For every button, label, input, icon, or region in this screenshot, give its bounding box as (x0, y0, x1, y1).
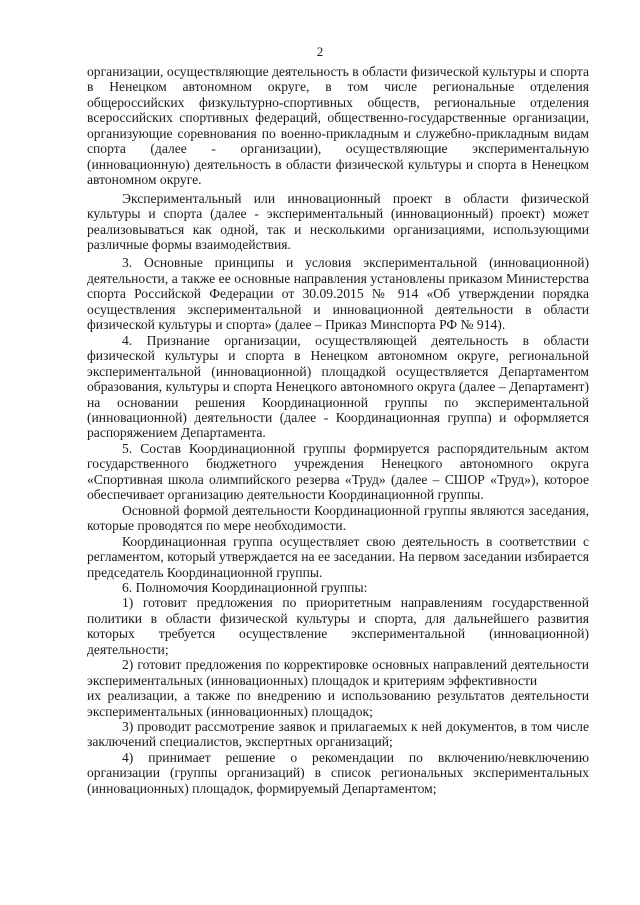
paragraph-regulations: Координационная группа осуществляет свою деятельность в соответствии с регламентом, который утверждается на ее заседании. На первом заседании избирается председатель Координационной группы. (87, 533, 589, 580)
paragraph-item-5-composition: 5. Состав Координационной группы формируется распорядительным актом государственного бюджетного учреждения Ненецкого автономного округа «Спортивная школа олимпийского резерва «Труд» (далее – СШОР «Труд»), которое обеспечивает организацию деятельности Координационной группы. (87, 440, 589, 503)
page-number: 2 (316, 44, 324, 59)
paragraph-power-3: 3) проводит рассмотрение заявок и прилагаемых к ней документов, в том числе заключений специалистов, экспертных организаций; (87, 719, 589, 750)
paragraph-item-3-principles: 3. Основные принципы и условия экспериментальной (инновационной) деятельности, а также ее основные направления установлены приказом Министерства спорта Российской Федерации от 30.09.2015 № 914 «Об утверждении порядка осуществления экспериментальной и инновационной деятельности в области физической культуры и спорта» (далее – Приказ Минспорта РФ № 914). (87, 255, 589, 333)
paragraph-item-6-powers: 6. Полномочия Координационной группы: (122, 579, 368, 595)
document-body (87, 64, 589, 796)
paragraph-item-4-recognition: 4. Признание организации, осуществляющей деятельность в области физической культуры и спорта в Ненецком автономном округе, региональной экспериментальной (инновационной) площадкой осуществляется Департаментом образования, культуры и спорта Ненецкого автономного округа (далее – Департамент) на основании решения Координационной группы по экспериментальной (инновационной) деятельности (далее - Координационная группа) и оформляется распоряжением Департамента. (87, 332, 589, 441)
paragraph-experimental-project: Экспериментальный или инновационный проект в области физической культуры и спорта (далее - экспериментальный (инновационный) проект) может реализовываться как одной, так и несколькими организациями, использующими различные формы взаимодействия. (87, 190, 589, 252)
paragraph-power-2-continued: их реализации, а также по внедрению и использованию результатов деятельности экспериментальных (инновационных) площадок; (87, 688, 589, 719)
paragraph-power-1: 1) готовит предложения по приоритетным направлениям государственной политики в области физической культуры и спорта, для дальнейшего развития которых требуется осуществление экспериментальной (инновационной) деятельности; (87, 595, 589, 657)
paragraph-power-4: 4) принимает решение о рекомендации по включению/невключению организации (группы организаций) в список региональных экспериментальных (инновационных) площадок, формируемый Департаментом; (87, 749, 589, 796)
paragraph-power-2: 2) готовит предложения по корректировке основных направлений деятельности экспериментальных (инновационных) площадок и критериям эффективности (87, 657, 589, 688)
paragraph-meetings: Основной формой деятельности Координационной группы являются заседания, которые проводятся по мере необходимости. (87, 502, 589, 534)
paragraph-organizations-list: организации, осуществляющие деятельность в области физической культуры и спорта в Ненецком автономном округе, в том числе региональные отделения общероссийских физкультурно-спортивных обществ, региональные отделения всероссийских спортивных федераций, общественно-государственные организации, организующие соревнования по военно-прикладным и служебно-прикладным видам спорта (далее - организации), осуществляющие экспериментальную (инновационную) деятельность в области физической культуры и спорта в Ненецком автономном округе. (87, 64, 589, 188)
